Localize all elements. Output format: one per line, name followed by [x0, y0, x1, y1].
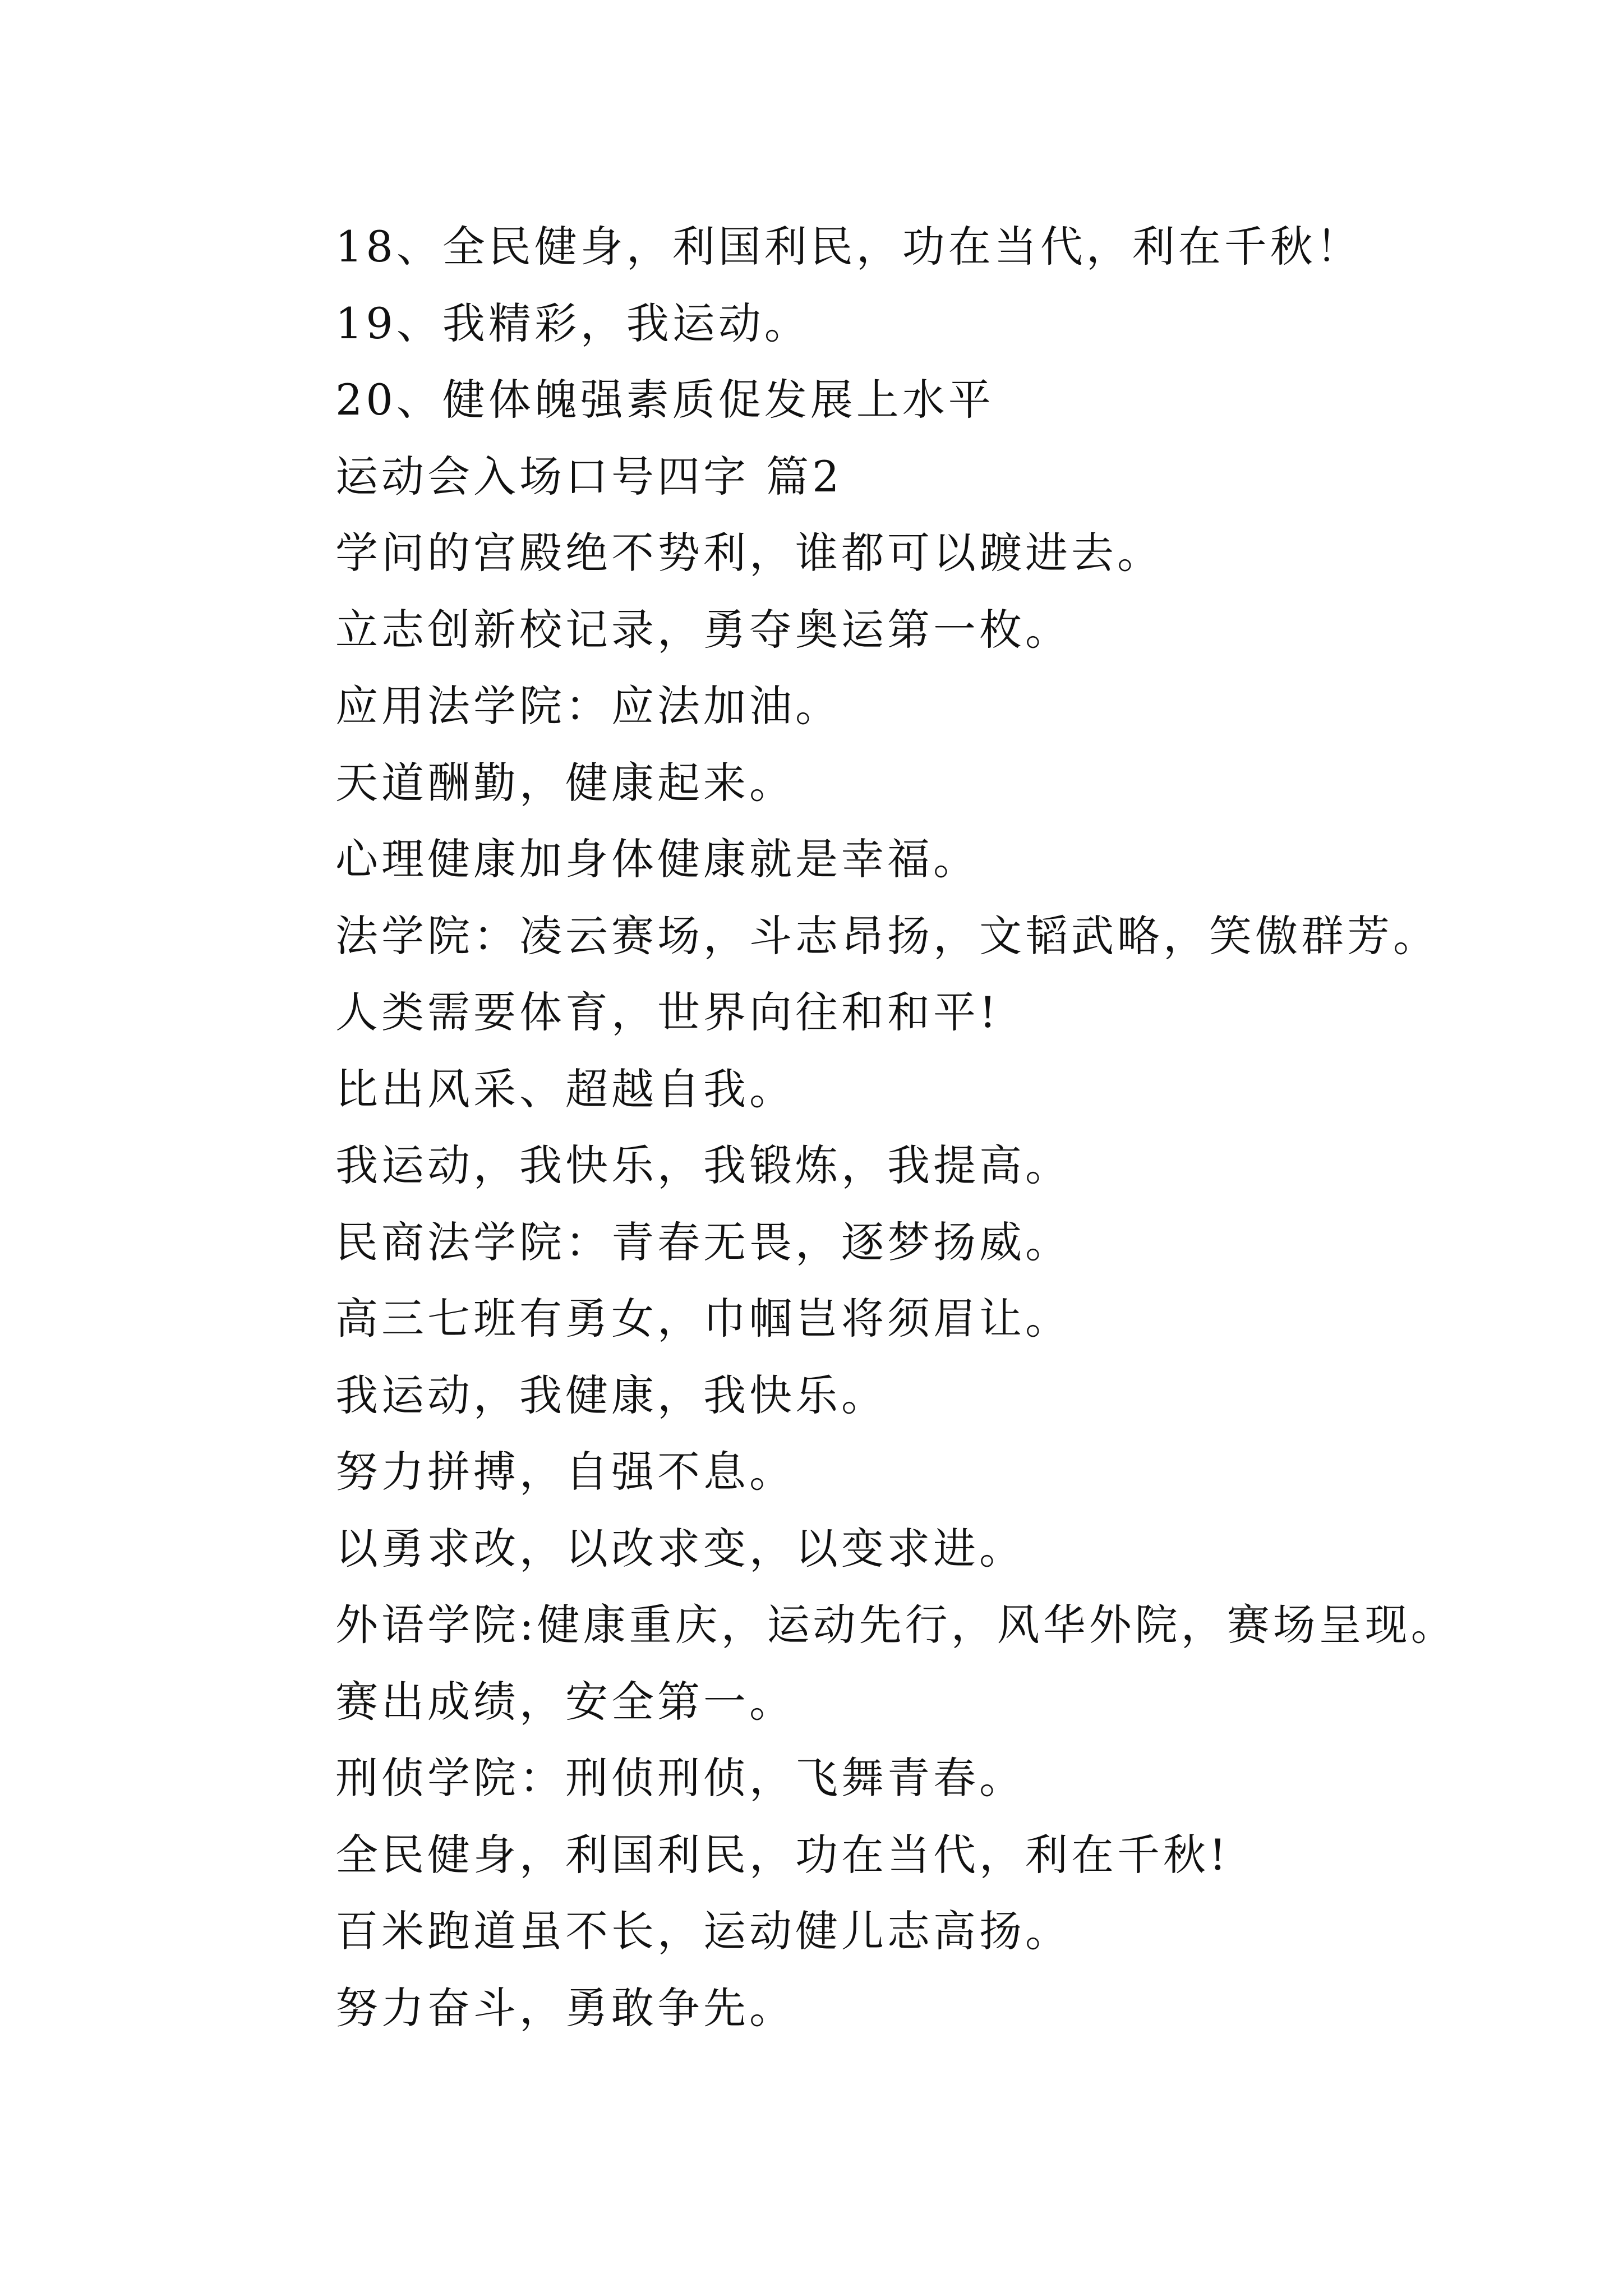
text-line-13: 我运动，我快乐，我锻炼，我提高。: [335, 1140, 1071, 1190]
section-heading: 运动会入场口号四字 篇2: [335, 451, 843, 501]
text-line-9: 心理健康加身体健康就是幸福。: [335, 834, 979, 884]
text-line-20: 赛出成绩，安全第一。: [335, 1676, 795, 1727]
text-line-7: 应用法学院：应法加油。: [335, 681, 841, 731]
text-line-11: 人类需要体育，世界向往和和平!: [335, 987, 1000, 1037]
text-line-17: 努力拼搏，自强不息。: [335, 1447, 795, 1497]
text-line-1: 18、全民健身，利国利民，功在当代，利在千秋！: [335, 222, 1362, 272]
text-line-15: 高三七班有勇女，巾帼岂将须眉让。: [335, 1294, 1071, 1343]
text-line-8: 天道酬勤，健康起来。: [335, 757, 795, 808]
text-line-3: 20、健体魄强素质促发展上水平: [335, 375, 994, 425]
text-line-23: 百米跑道虽不长，运动健儿志高扬。: [335, 1906, 1071, 1956]
text-line-6: 立志创新校记录，勇夺奥运第一枚。: [335, 604, 1071, 655]
text-line-16: 我运动，我健康，我快乐。: [335, 1370, 887, 1420]
text-line-12: 比出风采、超越自我。: [335, 1064, 795, 1114]
text-line-18: 以勇求改，以改求变，以变求进。: [335, 1523, 1025, 1573]
document-body: [335, 209, 1569, 2046]
text-line-22: 全民健身，利国利民，功在当代，利在千秋!: [335, 1829, 1230, 1880]
text-line-19: 外语学院:健康重庆，运动先行，风华外院，赛场呈现。: [335, 1600, 1457, 1650]
text-line-2: 19、我精彩，我运动。: [335, 298, 810, 348]
text-line-10: 法学院：凌云赛场，斗志昂扬，文韬武略，笑傲群芳。: [335, 910, 1439, 961]
text-line-21: 刑侦学院：刑侦刑侦，飞舞青春。: [335, 1753, 1025, 1803]
text-line-24: 努力奋斗，勇敢争先。: [335, 1982, 795, 2033]
text-line-5: 学问的宫殿绝不势利，谁都可以踱进去。: [335, 528, 1163, 578]
text-line-14: 民商法学院：青春无畏，逐梦扬威。: [335, 1217, 1071, 1267]
